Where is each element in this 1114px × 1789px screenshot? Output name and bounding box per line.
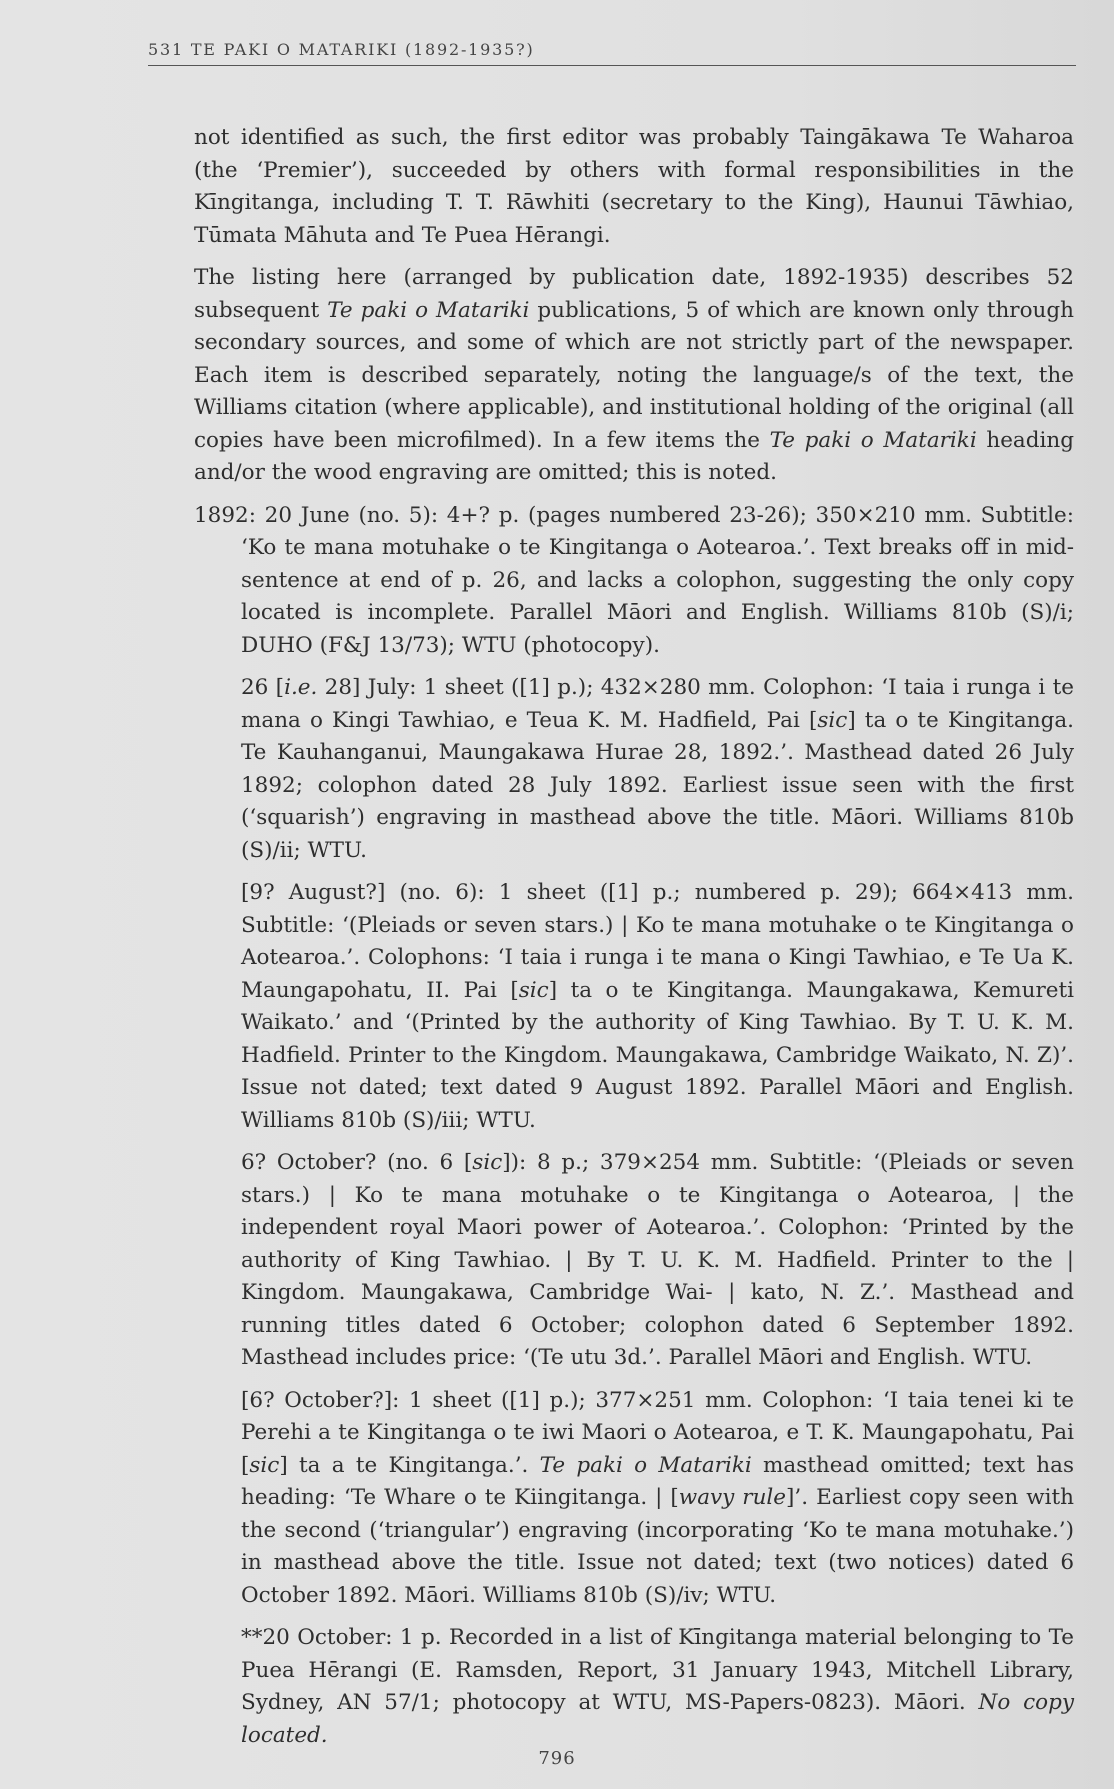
listing-entry-1892-10-06: 6? October? (no. 6 [sic]): 8 p.; 379×254 mm. Subtitle: ‘(Pleiads or seven stars.) | Ko te mana motuhake o te Kingitanga o Aotearoa, | the independent royal Maori power of Aotearoa.’. Colophon: ‘Printed by the authority of King Tawhiao. | By T. U. K. M. Hadfield. Printer to the | Kingdom. Maungakawa, Cambridge Wai- | kato, N. Z.’. Masthead and running titles dated 6 October; colophon dated 6 September 1892. Masthead includes price: ‘(Te utu 3d.’. Parallel Māori and English. WTU. (241, 1150, 1074, 1370)
running-head: 531 TE PAKI O MATARIKI (1892-1935?) (148, 40, 1076, 66)
newspaper-title: Te paki o Matariki (539, 1452, 752, 1478)
no-copy-note: No copy located. (241, 1690, 1074, 1748)
listing-entry-1892-07-28: 26 [i.e. 28] July: 1 sheet ([1] p.); 432×280 mm. Colophon: ‘I taia i runga i te mana o Kingi Tawhiao, e Teua K. M. Hadfield, Pai [sic] ta o te Kingitanga. Te Kauhanganui, Maungakawa Hurae 28, 1892.’. Masthead dated 26 July 1892; colophon dated 28 July 1892. Earliest issue seen with the first (‘squarish’) engraving in masthead above the title. Māori. Williams 810b (S)/ii; WTU. (241, 675, 1074, 863)
intro-paragraph-1: not identified as such, the first editor was probably Taingākawa Te Waharoa (the ‘Premier’), succeeded by others with formal responsibilities in the Kīngitanga, including T. T. Rāwhiti (secretary to the King), Haunui Tāwhiao, Tūmata Māhuta and Te Puea Hērangi. (194, 125, 1074, 248)
newspaper-title: Te paki o Matariki (769, 427, 977, 453)
newspaper-title: Te paki o Matariki (327, 297, 530, 323)
listing-entry-1892-06-20: 1892: 20 June (no. 5): 4+? p. (pages numbered 23-26); 350×210 mm. Subtitle: ‘Ko te mana motuhake o te Kingitanga o Aotearoa.’. Text breaks off in mid-sentence at end of p. 26, and lacks a colophon, suggesting the only copy located is incomplete. Parallel Māori and English. Williams 810b (S)/i; DUHO (F&J 13/73); WTU (photocopy). (194, 502, 1074, 658)
page-number: 796 (538, 1748, 576, 1769)
listing-entry-1892-10-20: **20 October: 1 p. Recorded in a list of Kīngitanga material belonging to Te Puea Hērangi (E. Ramsden, Report, 31 January 1943, Mitchell Library, Sydney, AN 57/1; photocopy at WTU, MS-Papers-0823). Māori. No copy located. (241, 1625, 1074, 1748)
listing-entry-1892-08-09: [9? August?] (no. 6): 1 sheet ([1] p.; numbered p. 29); 664×413 mm. Subtitle: ‘(Pleiads or seven stars.) | Ko te mana motuhake o te Kingitanga o Aotearoa.’. Colophons: ‘I taia i runga i te mana o Kingi Tawhiao, e Te Ua K. Maungapohatu, II. Pai [sic] ta o te Kingitanga. Maungakawa, Kemureti Waikato.’ and ‘(Printed by the authority of King Tawhiao. By T. U. K. M. Hadfield. Printer to the Kingdom. Maungakawa, Cambridge Waikato, N. Z)’. Issue not dated; text dated 9 August 1892. Parallel Māori and English. Williams 810b (S)/iii; WTU. (241, 880, 1074, 1133)
intro-paragraph-2: The listing here (arranged by publication date, 1892-1935) describes 52 subsequent Te paki o Matariki publications, 5 of which are known only through secondary sources, and some of which are not strictly part of the newspaper. Each item is described separately, noting the language/s of the text, the Williams citation (where applicable), and institutional holding of the original (all copies have been microfilmed). In a few items the Te paki o Matariki heading and/or the wood engraving are omitted; this is noted. (194, 265, 1074, 485)
body-text (194, 122, 1074, 1762)
listing-entry-1892-10-06-sheet: [6? October?]: 1 sheet ([1] p.); 377×251 mm. Colophon: ‘I taia tenei ki te Perehi a te Kingitanga o te iwi Maori o Aotearoa, e T. K. Maungapohatu, Pai [sic] ta a te Kingitanga.’. Te paki o Matariki masthead omitted; text has heading: ‘Te Whare o te Kiingitanga. | [wavy rule]’. Earliest copy seen with the second (‘triangular’) engraving (incorporating ‘Ko te mana motuhake.’) in masthead above the title. Issue not dated; text (two notices) dated 6 October 1892. Māori. Williams 810b (S)/iv; WTU. (241, 1387, 1074, 1608)
